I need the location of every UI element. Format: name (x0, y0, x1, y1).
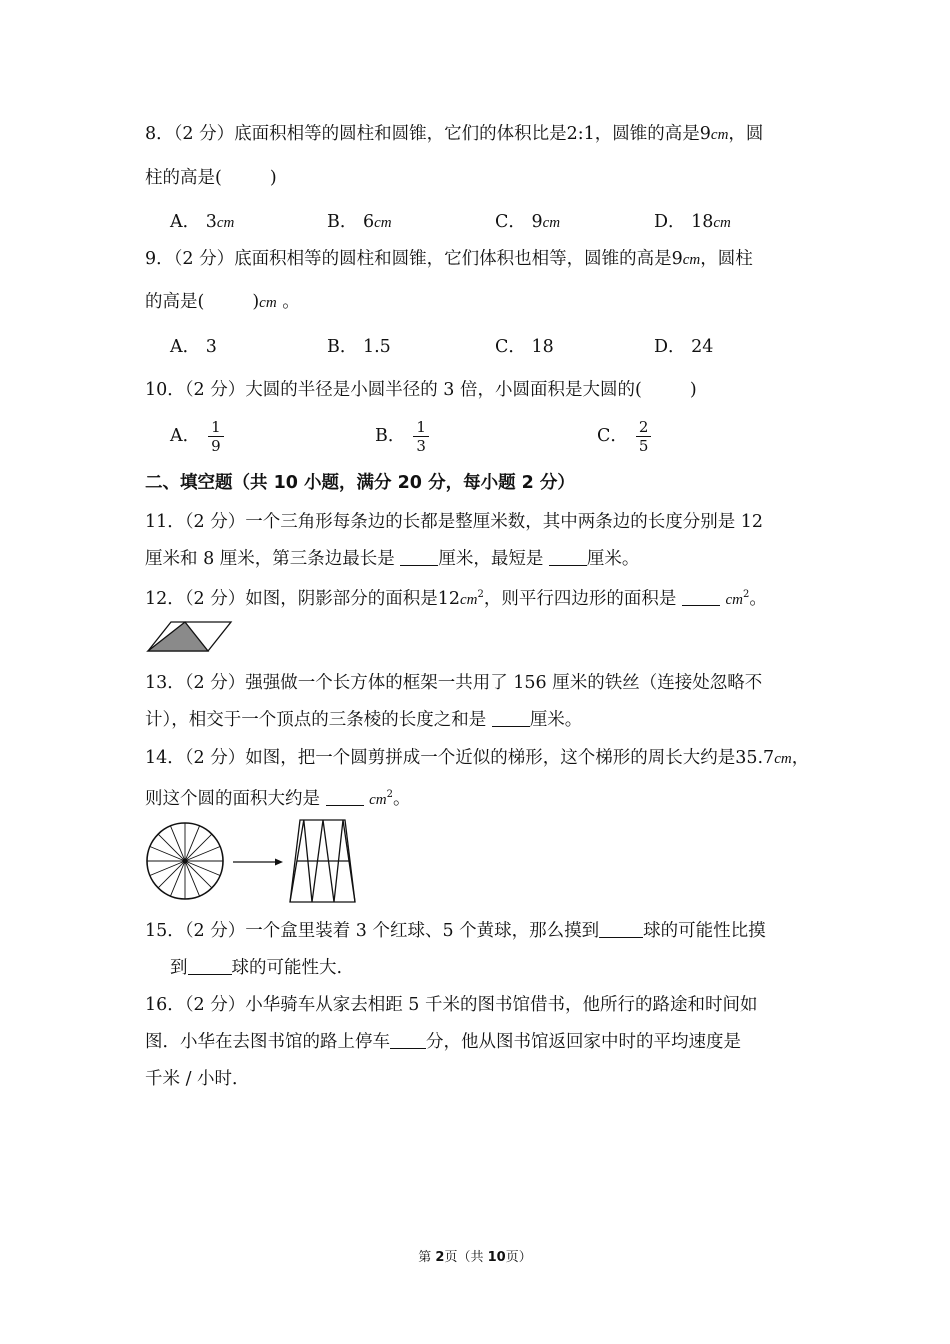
q9-option-d[interactable]: D． 24 (654, 337, 714, 357)
q9-option-b[interactable]: B． 1.5 (327, 337, 391, 357)
page-footer: 第 2页（共 10页） (418, 1250, 532, 1265)
answer-blank[interactable] (492, 708, 530, 727)
q13-line1: 13．（2 分）强强做一个长方体的框架一共用了 156 厘米的铁丝（连接处忽略不 (145, 673, 763, 693)
q16-line2: 图．小华在去图书馆的路上停车 分，他从图书馆返回家中时的平均速度是 (145, 1032, 741, 1052)
fraction: $\frac{1}{3}$ (413, 418, 429, 455)
answer-blank[interactable] (400, 547, 438, 566)
q10-line1: 10．（2 分）大圆的半径是小圆半径的 3 倍，小圆面积是大圆的( ) (145, 380, 697, 400)
q8-option-a[interactable]: A． 3cm (170, 212, 235, 232)
q13-line2: 计），相交于一个顶点的三条棱的长度之和是 厘米。 (145, 710, 583, 730)
q8-option-c[interactable]: C． 9cm (495, 212, 561, 232)
q8-line1: 8．（2 分）底面积相等的圆柱和圆锥，它们的体积比是2:1，圆锥的高是9cm，圆 (145, 124, 764, 144)
q14-line2: 则这个圆的面积大约是 $cm^2$。 (145, 788, 411, 809)
fraction: $\frac{2}{5}$ (636, 418, 652, 455)
answer-blank[interactable] (326, 787, 364, 806)
circle-to-trapezoid-figure (145, 818, 370, 906)
q8-option-d[interactable]: D． 18cm (654, 212, 731, 232)
answer-blank[interactable] (188, 956, 232, 975)
q9-line2: 的高是( )cm 。 (145, 292, 300, 312)
q10-option-c[interactable]: C． $\frac{2}{5}$ (597, 418, 651, 455)
q16-line3: 千米 / 小时． (145, 1069, 250, 1089)
q9-line1: 9．（2 分）底面积相等的圆柱和圆锥，它们体积也相等，圆锥的高是9cm，圆柱 (145, 249, 753, 269)
answer-blank[interactable] (390, 1030, 426, 1049)
q8-option-b[interactable]: B． 6cm (327, 212, 392, 232)
parallelogram-figure (145, 619, 235, 655)
q10-option-a[interactable]: A． $\frac{1}{9}$ (170, 418, 224, 455)
trapezoid-shape (290, 820, 355, 902)
q12-line1: 12．（2 分）如图，阴影部分的面积是$12cm^2$，则平行四边形的面积是 $cm^2$。 (145, 588, 767, 609)
q10-option-b[interactable]: B． $\frac{1}{3}$ (375, 418, 429, 455)
q11-line2: 厘米和 8 厘米，第三条边最长是 厘米，最短是 厘米。 (145, 549, 640, 569)
sliced-circle (147, 823, 223, 899)
answer-blank[interactable] (682, 587, 720, 606)
answer-blank[interactable] (599, 919, 643, 938)
q15-line1: 15．（2 分）一个盒里装着 3 个红球、5 个黄球，那么摸到 球的可能性比摸 (145, 921, 766, 941)
q11-line1: 11．（2 分）一个三角形每条边的长都是整厘米数，其中两条边的长度分别是 12 (145, 512, 764, 532)
q9-option-a[interactable]: A． 3 (170, 337, 217, 357)
q14-line1: 14．（2 分）如图，把一个圆剪拼成一个近似的梯形，这个梯形的周长大约是35.7cm， (145, 748, 810, 768)
q9-option-c[interactable]: C． 18 (495, 337, 554, 357)
arrow-icon (233, 859, 283, 866)
q8-line2: 柱的高是( ) (145, 168, 277, 188)
q15-line2: 到 球的可能性大. (170, 958, 343, 978)
answer-blank[interactable] (549, 547, 587, 566)
q16-line1: 16．（2 分）小华骑车从家去相距 5 千米的图书馆借书，他所行的路途和时间如 (145, 995, 758, 1015)
section-heading: 二、填空题（共 10 小题，满分 20 分，每小题 2 分） (145, 473, 575, 493)
fraction: $\frac{1}{9}$ (208, 418, 224, 455)
